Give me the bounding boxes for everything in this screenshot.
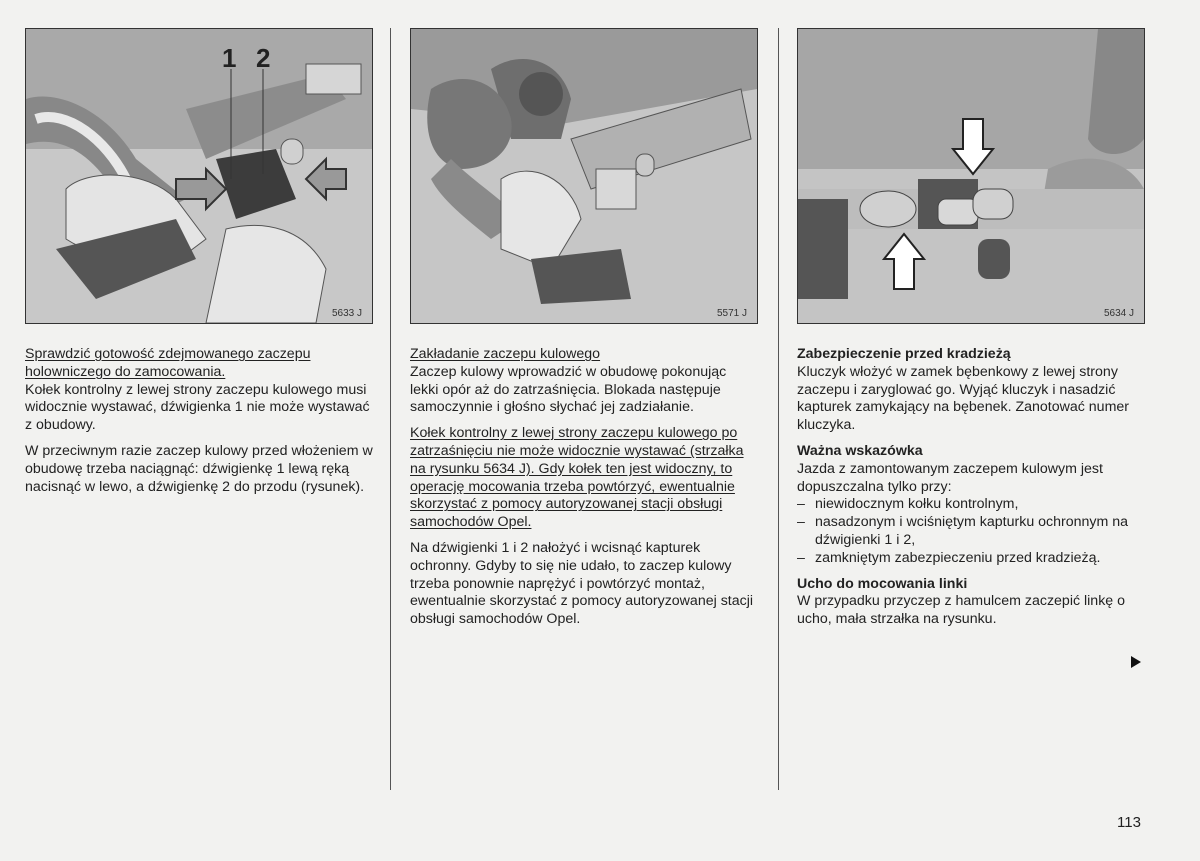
towbar-lever-illustration bbox=[26, 29, 372, 323]
paragraph: W przeciwnym razie zaczep kulowy przed włożeniem w obudowę trzeba naciągnąć: dźwigienkę 1 lewą ręką nacisnąć w lewo, a dźwigienkę 2 do przodu (rysunek). bbox=[25, 442, 373, 495]
section bbox=[797, 346, 1145, 435]
paragraph-text: W przypadku przyczep z hamulcem zaczepić linkę o ucho, mała strzałka na rysunku. bbox=[797, 593, 1126, 628]
section-heading: Ucho do mocowania linki bbox=[797, 575, 968, 592]
column-1 bbox=[25, 28, 373, 504]
list-item: – niewidocznym kołku kontrolnym, bbox=[797, 496, 1145, 514]
continue-arrow-icon bbox=[1131, 656, 1141, 668]
section-heading: Ważna wskazówka bbox=[797, 442, 923, 459]
column-1-text bbox=[25, 346, 373, 496]
figure-5571 bbox=[410, 28, 758, 324]
paragraph-text: Kluczyk włożyć w zamek bębenkowy z lewej strony zaczepu i zaryglować go. Wyjąć kluczyk i nasadzić kapturek zamykający na bębenek. Zanotować numer kluczyka. bbox=[797, 363, 1130, 434]
section-heading: Zabezpieczenie przed kradzieżą bbox=[797, 346, 1011, 362]
figure-label-1: 1 bbox=[222, 43, 237, 73]
anti-theft-lock-illustration bbox=[798, 29, 1144, 323]
underlined-heading: Zakładanie zaczepu kulowego bbox=[410, 346, 601, 362]
figure-code: 5634 J bbox=[1103, 308, 1134, 319]
figure-label-2: 2 bbox=[256, 43, 271, 73]
list-item: – nasadzonym i wciśniętym kapturku ochronnym na dźwigienki 1 i 2, bbox=[797, 514, 1145, 550]
paragraph bbox=[25, 346, 373, 435]
column-3-text bbox=[797, 346, 1145, 629]
towball-insertion-illustration bbox=[411, 29, 757, 323]
column-divider bbox=[390, 28, 391, 790]
column-divider bbox=[778, 28, 779, 790]
paragraph-text: Jazda z zamontowanym zaczepem kulowym jest dopuszczalna tylko przy: bbox=[797, 460, 1103, 495]
paragraph-text: Zaczep kulowy wprowadzić w obudowę pokonując lekki opór aż do zatrzaśnięcia. Blokada następuje samoczynnie i głośno słychać jej zadziałanie. bbox=[410, 363, 727, 416]
section bbox=[797, 443, 1145, 496]
figure-5634 bbox=[797, 28, 1145, 324]
figure-5633 bbox=[25, 28, 373, 324]
column-2-text bbox=[410, 346, 758, 629]
page-number: 113 bbox=[1117, 814, 1141, 831]
section bbox=[797, 576, 1145, 629]
paragraph bbox=[410, 346, 758, 417]
conditions-list bbox=[797, 496, 1145, 567]
warning-paragraph: Kołek kontrolny z lewej strony zaczepu kulowego po zatrzaśnięciu nie może widocznie wystawać (strzałka na rysunku 5634 J). Gdy kołek ten jest widoczny, to operację mocowania trzeba powtórzyć, ewentualnie skorzystać z pomocy autoryzowanej stacji obsługi samochodów Opel. bbox=[410, 425, 744, 531]
column-2 bbox=[410, 28, 758, 637]
figure-code: 5633 J bbox=[331, 308, 362, 319]
column-3 bbox=[797, 28, 1145, 637]
paragraph-text: Kołek kontrolny z lewej strony zaczepu kulowego musi widocznie wystawać, dźwigienka 1 nie może wystawać z obudowy. bbox=[25, 381, 370, 434]
figure-code: 5571 J bbox=[716, 308, 747, 319]
paragraph: Na dźwigienki 1 i 2 nałożyć i wcisnąć kapturek ochronny. Gdyby to się nie udało, to zaczep kulowy trzeba ponownie naprężyć i powtórzyć montaż, ewentualnie skorzystać z pomocy autoryzowanej stacji obsługi samochodów Opel. bbox=[410, 539, 754, 628]
list-item: – zamkniętym zabezpieczeniu przed kradzieżą. bbox=[797, 550, 1145, 568]
underlined-heading: Sprawdzić gotowość zdejmowanego zaczepu holowniczego do zamocowania. bbox=[25, 346, 311, 380]
